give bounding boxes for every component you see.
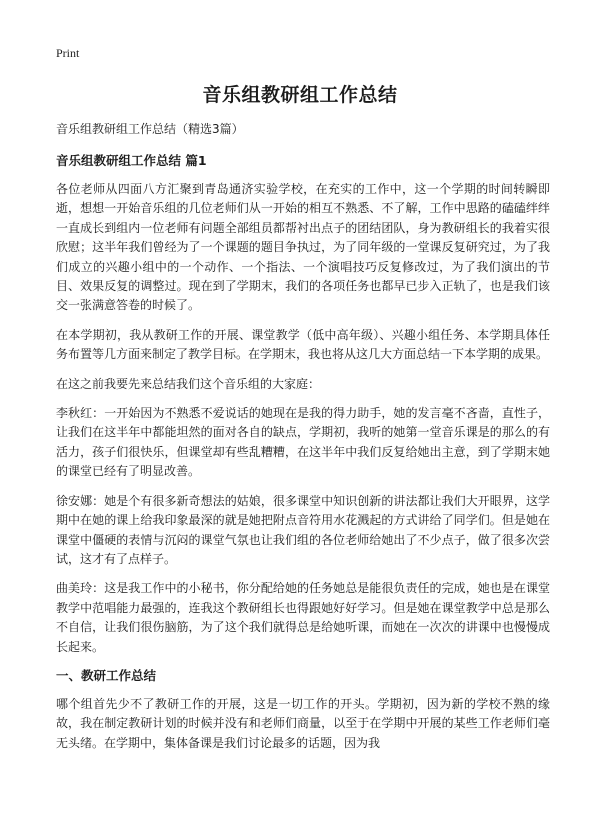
paragraph-xu-anna: 徐安娜：她是个有很多新奇想法的姑娘，很多课堂中知识创新的讲法都让我们大开眼界，这学期中在她的课上给我印象最深的就是她把附点音符用水花溅起的方式讲给了同学们。但是她在课堂中僵硬的表情与沉闷的课堂气氛也让我们组的各位老师给她出了不少点子，做了很多次尝试，这才有了点样子。 xyxy=(56,493,550,566)
section-heading-2: 一、教研工作总结 xyxy=(56,667,157,683)
paragraph-qu-meiling: 曲美玲：这是我工作中的小秘书，你分配给她的任务她总是能很负责任的完成，她也是在课堂教学中范唱能力最强的，连我这个教研组长也得跟她好好学习。但是她在课堂教学中总是那么不自信，让我们很伤脑筋，为了这个我们就得总是给她听课，而她在一次次的讲课中也慢慢成长起来。 xyxy=(56,581,550,654)
paragraph-li-qiuhong: 李秋红：一开始因为不熟悉不爱说话的她现在是我的得力助手，她的发言毫不吝啬，直性子，让我们在这半年中都能坦然的面对各自的缺点，学期初，我听的她第一堂音乐课是的那么的有活力，孩子们很快乐，但课堂却有些乱糟糟，在这半年中我们反复给她出主意，到了学期末她的课堂已经有了明显改善。 xyxy=(56,406,550,479)
paragraph-team-intro: 在这之前我要先来总结我们这个音乐组的大家庭： xyxy=(56,376,321,391)
paragraph-research-work: 哪个组首先少不了教研工作的开展，这是一切工作的开头。学期初，因为新的学校不熟的缘故，我在制定教研计划的时候并没有和老师们商量，以至于在学期中开展的某些工作老师们毫无头绪。在学期中，集体备课是我们讨论最多的话题，因为我 xyxy=(56,696,550,750)
document-body xyxy=(56,120,550,763)
paragraph-goals: 在本学期初，我从教研工作的开展、课堂教学（低中高年级）、兴趣小组任务、本学期具体任务布置等几方面来制定了教学目标。在学期末，我也将从这几大方面总结一下本学期的成果。 xyxy=(56,327,550,362)
paragraph-intro: 各位老师从四面八方汇聚到青岛通济实验学校，在充实的工作中，这一个学期的时间转瞬即逝，想想一开始音乐组的几位老师们从一开始的相互不熟悉、不了解，工作中思路的磕磕绊绊一直成长到组内一位老师有问题全部组员都帮衬出点子的团结团队，身为教研组长的我着实很欣慰；这半年我们曾经为了一个课题的题目争执过，为了同年级的一堂课反复研究过，为了我们成立的兴趣小组中的一个动作、一个指法、一个演唱技巧反复修改过，为了我们演出的节目、效果反复的调整过。现在到了学期末，我们的各项任务也都早已步入正轨了，也是我们该交一张满意答卷的时候了。 xyxy=(56,182,550,313)
document-subtitle: 音乐组教研组工作总结（精选3篇） xyxy=(56,122,244,136)
section-heading-1: 音乐组教研组工作总结 篇1 xyxy=(56,153,207,168)
print-label[interactable]: Print xyxy=(56,46,80,60)
page-title: 音乐组教研组工作总结 xyxy=(202,84,398,106)
